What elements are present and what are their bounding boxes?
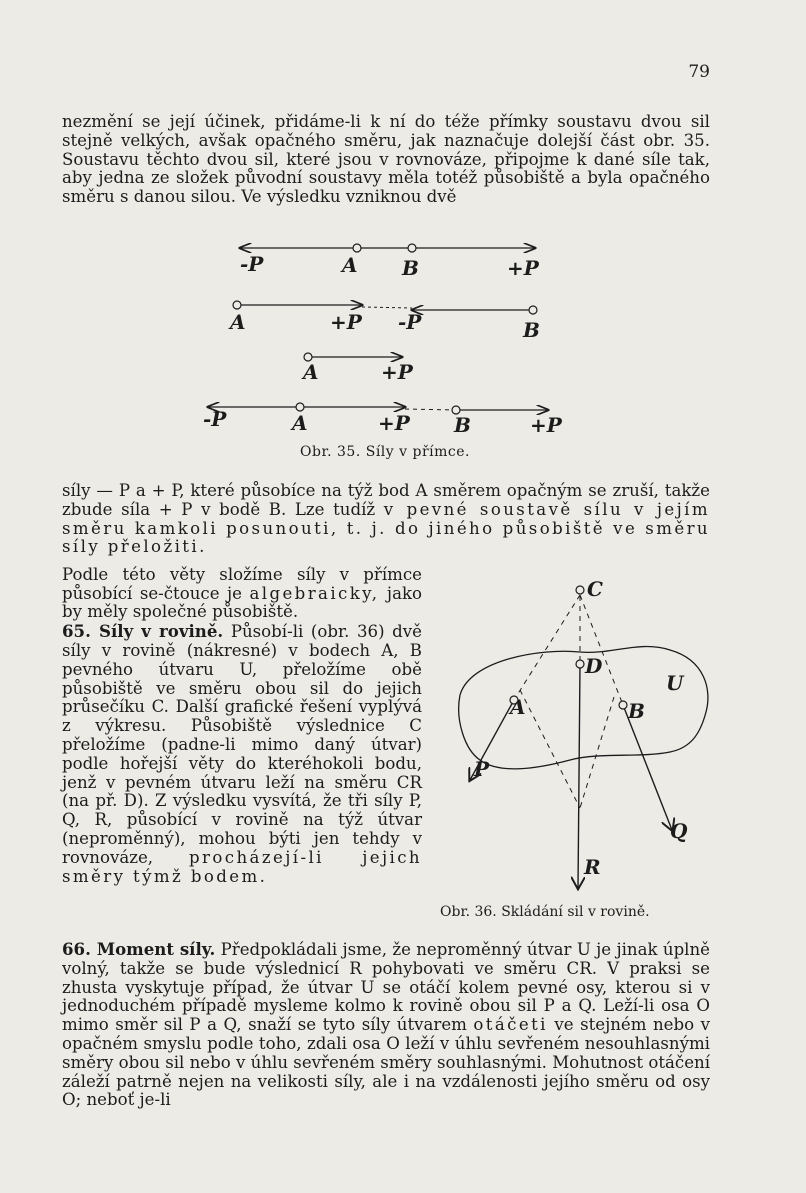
- label-row2-0: A: [230, 310, 246, 334]
- label-u: U: [666, 671, 684, 695]
- label-row4-2: +P: [378, 411, 410, 435]
- label-row4-4: +P: [530, 413, 562, 437]
- label-q: Q: [670, 819, 688, 843]
- label-r: R: [584, 855, 601, 879]
- label-a: A: [510, 695, 526, 719]
- point-b: [619, 701, 627, 709]
- dashed-line-parallel-p: [580, 697, 614, 808]
- label-b: B: [628, 699, 645, 723]
- dashed-line-ca: [514, 595, 580, 700]
- section-65-spaced: procházejí-li jejich směry týmž bodem.: [62, 847, 423, 886]
- section-66-heading: 66. Moment síly.: [62, 939, 216, 959]
- dashed-line-parallel-q: [520, 690, 580, 808]
- paragraph-section-66: [62, 940, 710, 1110]
- force-q-arrow: [623, 705, 672, 830]
- figure-36-caption: Obr. 36. Skládání sil v rovině.: [440, 904, 650, 920]
- label-row2-3: B: [523, 318, 540, 342]
- label-row1-3: +P: [507, 256, 539, 280]
- section-66-spaced: otáčeti: [473, 1015, 548, 1035]
- label-row4-3: B: [454, 413, 471, 437]
- force-r-arrow: [578, 664, 580, 888]
- label-d: D: [585, 654, 603, 678]
- paragraph-mid-text-a: síly — P a + P, které působíce na týž bod A směrem opačným se zruší, takže zbude síla + P v bodě B. Lze tudíž: [62, 481, 710, 519]
- label-row1-2: B: [402, 256, 419, 280]
- label-row1-0: -P: [240, 252, 264, 276]
- label-p: P: [474, 757, 490, 781]
- paragraph-mid-spaced-d: algebraicky,: [249, 583, 380, 603]
- label-row3-1: +P: [381, 360, 413, 384]
- paragraph-mid-spaced-b: v pevné soustavě sílu v jejím směru kamkoli posunouti, t. j. do jiného působiště ve směru síly přeložiti.: [62, 499, 711, 557]
- label-c: C: [587, 577, 603, 601]
- section-65-heading: 65. Síly v rovině.: [62, 621, 224, 642]
- label-row1-1: A: [342, 253, 358, 277]
- paragraph-mid-text-c: Podle této věty složíme síly v přímce působící se-čtouce je: [62, 564, 422, 603]
- point-c: [576, 586, 584, 594]
- paragraph-top: nezmění se její účinek, přidáme-li k ní do téže přímky soustavu dvou sil stejně velkých, avšak opačného směru, jak naznačuje dolejší část obr. 35. Soustavu těchto dvou sil, které jsou v rovnováze, připojme k dané síle tak, aby jedna ze složek původní soustavy měla totéž působiště a byla opačného směru s danou silou. Ve výsledku vzniknou dvě: [62, 112, 710, 207]
- paragraph-mid-text-e: jako by měly společné působiště.: [62, 583, 423, 622]
- section-66-text-2: ve stejném nebo v opačném smyslu podle toho, zdali osa O leží v úhlu sevřeném nesouhlasnými směry obou sil nebo v úhlu sevřeném směry souhlasnými. Mohutnost otáčení záleží patrně nejen na velikosti síly, ale i na vzdálenosti jejího směru od osy O; neboť je-li: [62, 1015, 711, 1110]
- figure-35-caption: Obr. 35. Síly v přímce.: [300, 444, 470, 460]
- label-row3-0: A: [303, 360, 319, 384]
- page-number: 79: [688, 62, 710, 82]
- label-row4-0: -P: [203, 407, 227, 431]
- section-66-text: Předpokládali jsme, že neproměnný útvar U je jinak úplně volný, takže se bude výslednicí R pohybovati ve směru CR. V praksi se zhusta vyskytuje případ, že útvar U se otáčí kolem pevné osy, kterou si v jednoduchém případě mysleme kolmo k rovině obou sil P a Q. Leží-li osa O mimo směr sil P a Q, snaží se tyto síly útvarem: [62, 940, 710, 1035]
- section-65-text: Působí-li (obr. 36) dvě síly v rovině (nákresné) v bodech A, B pevného útvaru U, přeložíme obě působiště ve směru obou sil do jejich průsečíku C. Další grafické řešení vyplývá z výkresu. Působiště výslednice C přeložíme (padne-li mimo daný útvar) podle hořejší věty do kteréhokoli bodu, jenž v pevném útvaru leží na směru CR (na př. D). Z výsledku vysvítá, že tři síly P, Q, R, působící v rovině na týž útvar (neproměnný), mohou býti jen tehdy v rovnováze,: [62, 622, 422, 867]
- label-row2-1: +P: [330, 310, 362, 334]
- point-d: [576, 660, 584, 668]
- label-row2-2: -P: [398, 310, 422, 334]
- label-row4-1: A: [292, 411, 308, 435]
